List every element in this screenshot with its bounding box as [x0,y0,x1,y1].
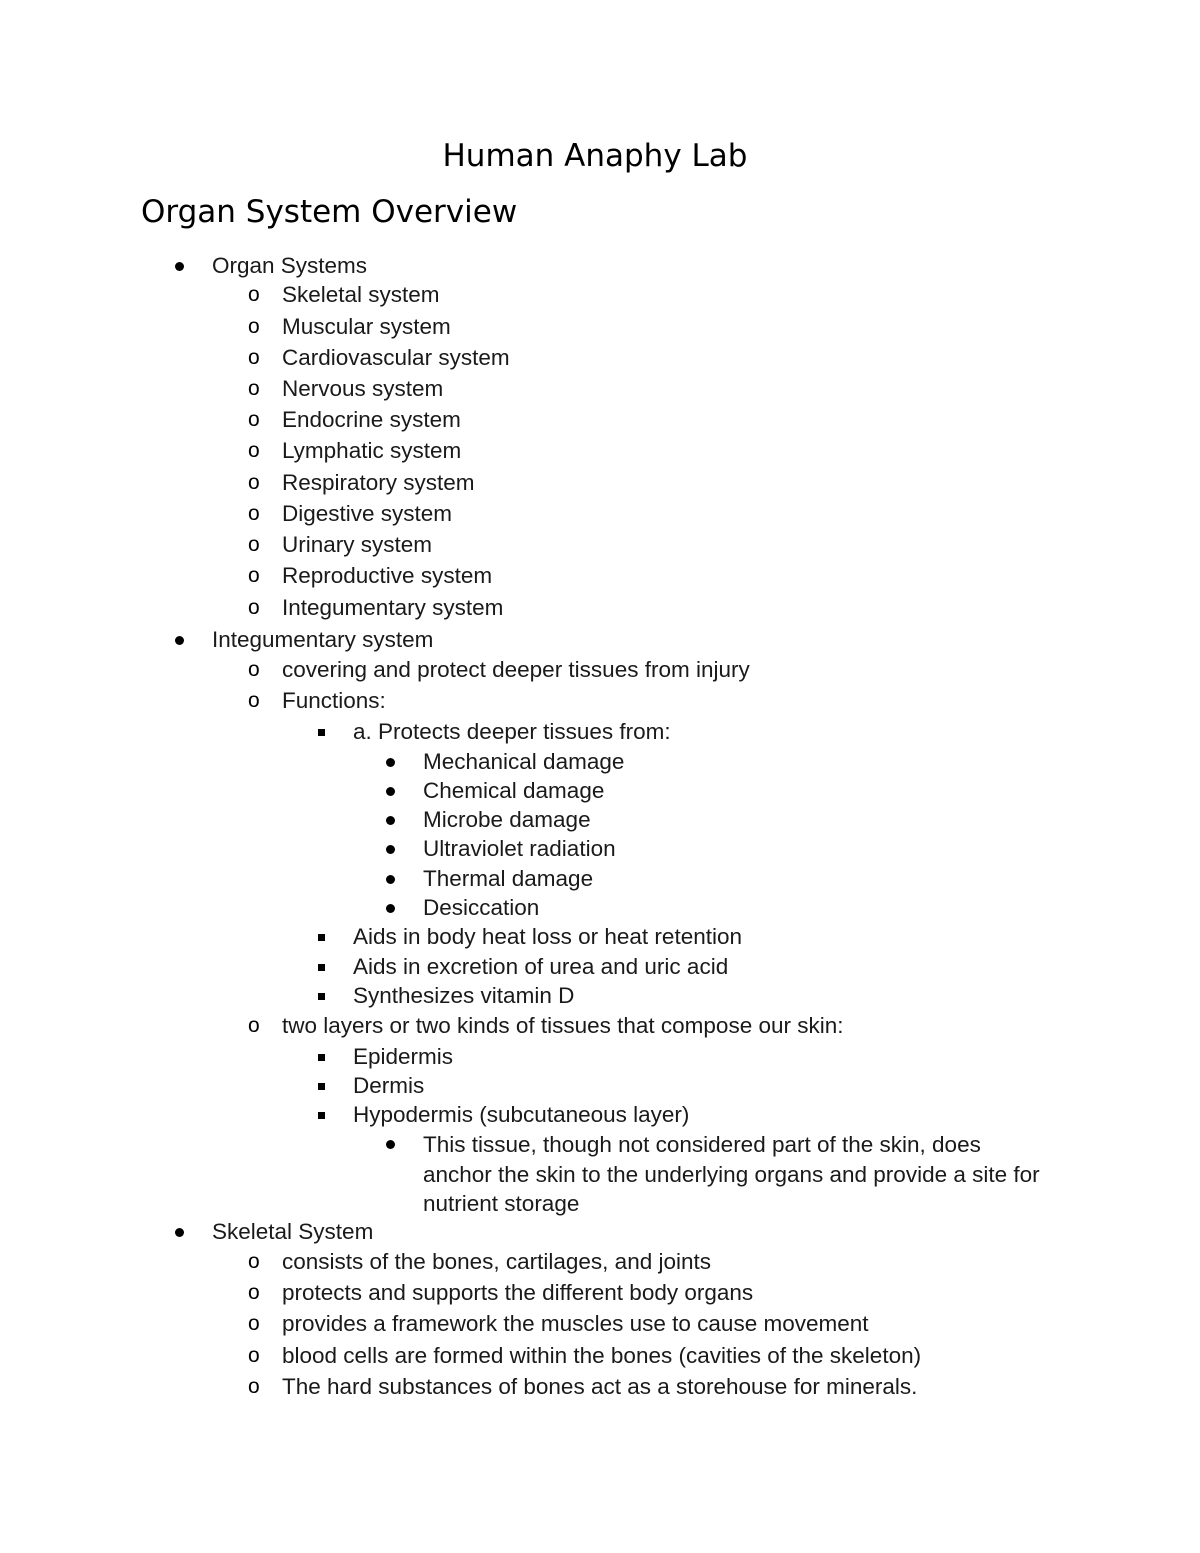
circle-bullet-icon: o [248,1250,260,1273]
list-item: o Lymphatic system [248,438,462,463]
list-item: o Integumentary system [248,595,504,620]
list-item: This tissue, though not considered part of the skin, does anchor the skin to the underlying organs and provide a site for nutrient storage [423,1132,1040,1216]
circle-bullet-icon: o [248,283,260,306]
circle-bullet-icon: o [248,1375,260,1398]
list-item: Aids in excretion of urea and uric acid [353,954,729,979]
list-item: Synthesizes vitamin D [353,983,575,1008]
circle-bullet-icon: o [248,346,260,369]
list-item: o Functions: [248,688,386,713]
circle-bullet-icon: o [248,471,260,494]
list-item: Desiccation [423,895,540,920]
list-item: Microbe damage [423,807,591,832]
circle-bullet-icon: o [248,1014,260,1037]
list-item: o consists of the bones, cartilages, and joints [248,1249,711,1274]
circle-bullet-icon: o [248,658,260,681]
list-item: Aids in body heat loss or heat retention [353,924,742,949]
list-item: o Skeletal system [248,282,440,307]
circle-bullet-icon: o [248,689,260,712]
list-item: Skeletal System [212,1219,374,1244]
list-item: Chemical damage [423,778,605,803]
list-item: o Endocrine system [248,407,461,432]
list-item: Organ Systems [212,253,368,278]
circle-bullet-icon: o [248,1281,260,1304]
list-item: a. Protects deeper tissues from: [353,719,671,744]
list-item: o Urinary system [248,532,433,557]
list-item: o Nervous system [248,376,444,401]
document-title: Human Anaphy Lab [442,138,748,174]
circle-bullet-icon: o [248,315,260,338]
circle-bullet-icon: o [248,408,260,431]
circle-bullet-icon: o [248,1344,260,1367]
list-item: o Cardiovascular system [248,345,510,370]
list-item: Dermis [353,1073,425,1098]
list-item: o protects and supports the different body organs [248,1280,754,1305]
list-item: o covering and protect deeper tissues from injury [248,657,750,682]
list-item: Hypodermis (subcutaneous layer) [353,1102,690,1127]
section-heading: Organ System Overview [141,194,518,230]
list-item: o Respiratory system [248,470,475,495]
list-item: o blood cells are formed within the bones (cavities of the skeleton) [248,1343,922,1368]
circle-bullet-icon: o [248,377,260,400]
circle-bullet-icon: o [248,502,260,525]
list-item: o provides a framework the muscles use to cause movement [248,1311,869,1336]
list-item: o two layers or two kinds of tissues that compose our skin: [248,1013,844,1038]
circle-bullet-icon: o [248,533,260,556]
list-item: o Reproductive system [248,563,493,588]
list-item: o The hard substances of bones act as a storehouse for minerals. [248,1374,918,1399]
list-item: o Digestive system [248,501,453,526]
list-item: Mechanical damage [423,749,625,774]
list-item: Integumentary system [212,627,434,652]
circle-bullet-icon: o [248,596,260,619]
circle-bullet-icon: o [248,439,260,462]
list-item: o Muscular system [248,314,451,339]
circle-bullet-icon: o [248,564,260,587]
list-item: Epidermis [353,1044,454,1069]
circle-bullet-icon: o [248,1312,260,1335]
list-item: Thermal damage [423,866,594,891]
list-item: Ultraviolet radiation [423,836,616,861]
